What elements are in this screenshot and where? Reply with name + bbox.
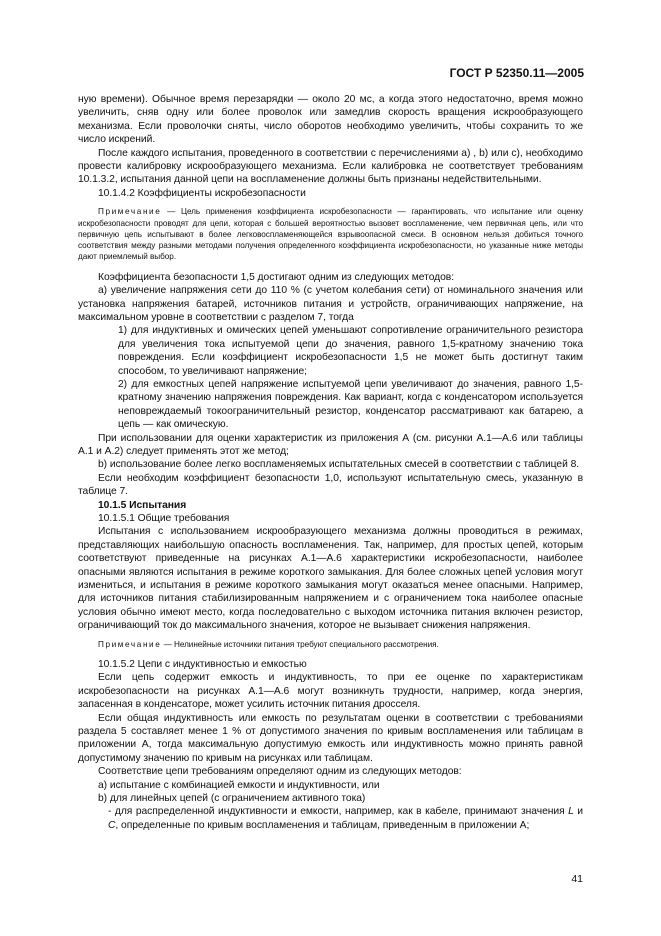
- dash-item-text: и: [573, 806, 583, 818]
- page-number: 41: [571, 873, 583, 885]
- paragraph: Если цепь содержит емкость и индуктивность, то при ее оценке по характеристикам искробезопасности на рисунках А.1—А.6 могут возникнуть трудности, например, когда энергия, запасенная в конденсаторе, может усилить источник питания дросселя.: [78, 672, 583, 711]
- paragraph: ную времени). Обычное время перезарядки — около 20 мс, а когда этого недостаточно, время можно увеличить, сняв одну или более проволок или замедлив скорость вращения искрообразующего механизма. Если проволочки сняты, число оборотов необходимо увеличить, чтобы сохранить то же число искрений.: [78, 94, 583, 146]
- paragraph: Если необходим коэффициент безопасности 1,0, используют испытательную смесь, указанную в таблице 7.: [78, 472, 583, 498]
- symbol-C: C: [108, 819, 116, 831]
- section-heading-10-1-5-1: 10.1.5.1 Общие требования: [98, 513, 230, 525]
- list-item-b: b) использование более легко воспламеняемых испытательных смесей в соответствии с таблицей 8.: [98, 459, 580, 471]
- note-2: [78, 639, 583, 650]
- note-1: [78, 206, 583, 262]
- list-item-a: a) увеличение напряжения сети до 110 % (с учетом колебания сети) от номинального значения или установка напряжения батарей, источников питания и устройств, ограничивающих напряжение, на максимальном уровне в соответствии с разделом 7, тогда: [78, 285, 583, 323]
- paragraph: После каждого испытания, проведенного в соответствии с перечислениями а) , b) или с), необходимо провести калибровку искрообразующего механизма. Если калибровка не соответствует требованиям 10.1.3.2, испытания данной цепи на воспламенение должны быть признаны недействительными.: [78, 147, 583, 186]
- document-header: ГОСТ Р 52350.11—2005: [449, 66, 584, 80]
- page-body: [78, 93, 583, 832]
- note-label: Примечание: [98, 207, 162, 217]
- section-heading-10-1-5-2: 10.1.5.2 Цепи с индуктивностью и емкостью: [98, 659, 307, 670]
- dash-item-text: - для распределенной индуктивности и емкости, например, как в кабеле, принимают значения: [108, 806, 569, 818]
- section-heading-10-1-4-2: 10.1.4.2 Коэффициенты искробезопасности: [98, 187, 306, 199]
- paragraph: Испытания с использованием искрообразующего механизма должны проводиться в режимах, представляющих наибольшую опасность воспламенения. Так, например, для простых цепей, которым соответствуют приведенные на рисунках А.1—А.6 характеристики искробезопасности, наиболее опасными являются испытания в режиме короткого замыкания. Для более сложных цепей условия могут измениться, и испытания в режиме короткого замыкания могут оказаться менее опасными. Например, для источников питания стабилизированным напряжением и с ограничением тока наиболее опасные условия обычно имеют место, когда последовательно с выходом источника питания включен резистор, ограничивающий ток до максимального значения, которое не вызывает снижения напряжения.: [78, 526, 583, 632]
- note-label: Примечание: [98, 639, 162, 649]
- paragraph: При использовании для оценки характеристик из приложения А (см. рисунки А.1—А.6 или таблицы А.1 и А.2) следует применять этот же метод;: [78, 432, 583, 458]
- list-item-1-text: 1) для индуктивных и омических цепей уменьшают сопротивление ограничительного резистора для увеличения тока испытуемой цепи до значения, равного 1,5-кратному значению тока повреждения. Если коэффициент искробезопасности 1,5 не может быть достигнут таким способом, то увеличивают напряжение;: [118, 325, 583, 377]
- symbol-L: L: [568, 806, 574, 818]
- paragraph: Если общая индуктивность или емкость по результатам оценки в соответствии с требованиями раздела 5 составляет менее 1 % от допустимого значения по кривым воспламенения или таблицам в приложении А, тогда максимальную допустимую емкость или индуктивность можно принять равной допустимому значению по кривым на рисунках или таблицам.: [78, 712, 583, 764]
- dash-item-text: , определенные по кривым воспламенения и таблицам, приведенным в приложении А;: [115, 819, 530, 831]
- note-text: — Цель применения коэффициента искробезопасности — гарантировать, что испытание или оценку искробезопасности проводят для цепи, которая с большей вероятностью вызовет воспламенение, чем первичная цепь, или что первичную цепь испытывают в более легковоспламеняющейся взрывоопасной смеси. В основном нельзя добиться точного соответствия между разными методами получения определенного коэффициента искробезопасности, но указанные ниже методы дают приемлемый выбор.: [78, 207, 583, 262]
- note-text: — Нелинейные источники питания требуют специального рассмотрения.: [161, 639, 439, 649]
- list-item-2-text: 2) для емкостных цепей напряжение испытуемой цепи увеличивают до значения, равного 1,5-кратному значению напряжения повреждения. Как вариант, когда с конденсатором используется неповреждаемый токоограничительный резистор, конденсатор рассматривают как батарею, а цепь — как омическую.: [118, 378, 583, 431]
- list-item-2: [78, 378, 583, 432]
- list-item-a: a) испытание с комбинацией емкости и индуктивности, или: [98, 779, 380, 791]
- list-item-dash: [78, 805, 583, 832]
- paragraph: Соответствие цепи требованиям определяют одним из следующих методов:: [98, 766, 462, 778]
- list-item-b: b) для линейных цепей (с ограничением активного тока): [98, 793, 366, 805]
- list-item-1: [78, 324, 583, 378]
- section-heading-10-1-5: [78, 499, 583, 512]
- section-heading-10-1-5-text: 10.1.5 Испытания: [98, 499, 187, 511]
- paragraph: Коэффициента безопасности 1,5 достигают одним из следующих методов:: [98, 271, 455, 283]
